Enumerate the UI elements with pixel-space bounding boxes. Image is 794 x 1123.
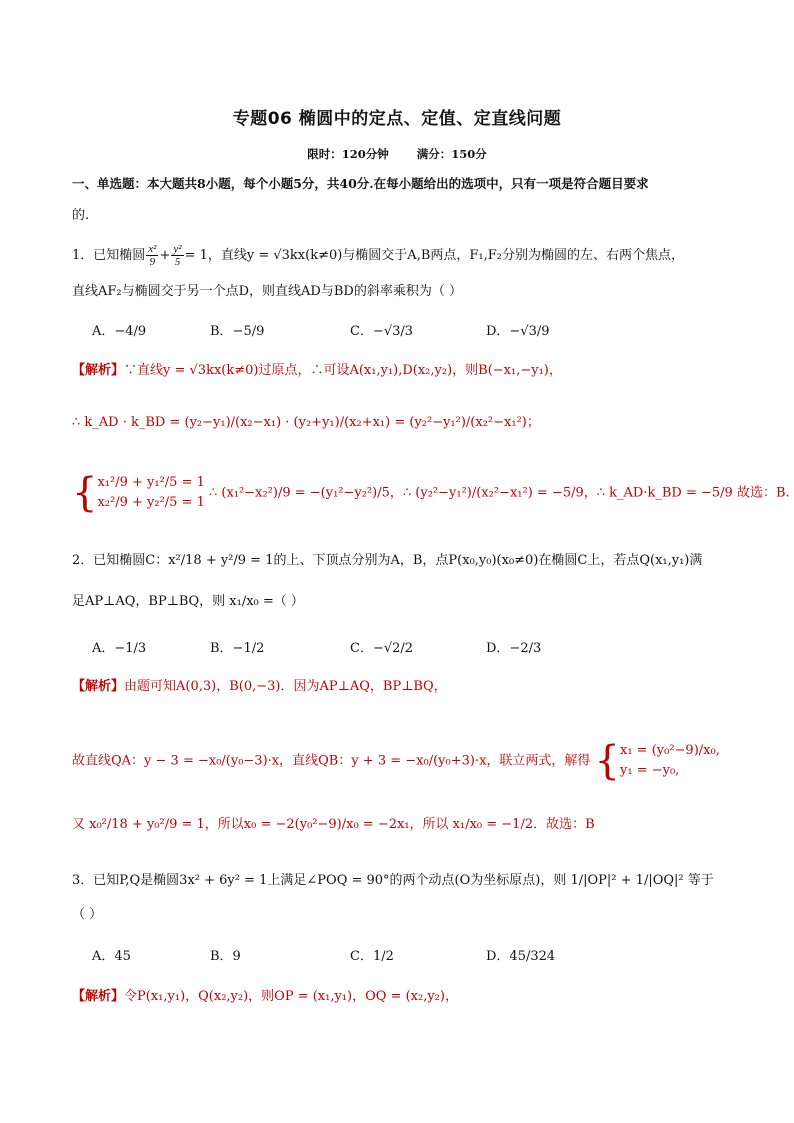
q2-solution-text1: 由题可知A(0,3)，B(0,−3)．因为AP⊥AQ，BP⊥BQ， [124, 679, 447, 694]
q3-option-d[interactable]: D．45/324 [486, 949, 556, 964]
q2-solution-line1 [72, 678, 447, 696]
q2-solution-line2 [72, 740, 720, 782]
q3-stem-line2: （ ） [72, 907, 103, 922]
q3-solution-line1 [72, 988, 458, 1006]
q1-stem-prefix: 1．已知椭圆 [72, 248, 146, 263]
q1-solution-text1: ∵直线y = √3kx(k≠0)过原点，∴可设A(x₁,y₁),D(x₂,y₂)，则B(−x₁,−y₁)， [124, 363, 562, 378]
q1-stem-line1: 1．已知椭圆 $\frac{\text{x²}}{9}$ + $\frac{\text{y²}}{5}$ = 1，直线y = √3kx(k≠0)与椭圆交于A,B两点，F₁,F₂分别为椭圆的左、右两个焦点， [72, 243, 684, 268]
q2-option-a[interactable]: A．−1/3 [92, 641, 147, 656]
q1-stem-line2: 直线AF₂与椭圆交于另一个点D，则直线AD与BD的斜率乘积为（ ） [72, 284, 462, 299]
page-title: 专题06 椭圆中的定点、定值、定直线问题 [232, 109, 562, 129]
q2-option-c[interactable]: C．−√2/2 [350, 641, 414, 656]
time-limit: 限时：120分钟 [307, 147, 389, 161]
full-score: 满分：150分 [416, 147, 487, 161]
q3-option-b[interactable]: B．9 [210, 949, 241, 964]
section-heading-line2: 的. [72, 208, 90, 223]
q1-answer: 故选：B. [736, 485, 790, 501]
exam-info [0, 146, 794, 162]
q1-solution-line3 [72, 472, 790, 514]
q1-option-c[interactable]: C．−√3/3 [350, 324, 414, 339]
q2-option-d[interactable]: D．−2/3 [486, 641, 542, 656]
q3-option-c[interactable]: C．1/2 [350, 949, 394, 964]
q1-system: { x₁²/9 + y₁²/5 = 1 x₂²/9 + y₂²/5 = 1 [72, 470, 205, 516]
q1-option-d[interactable]: D．−√3/9 [486, 324, 550, 339]
q1-solution-derivation: ∴ (x₁²−x₂²)/9 = −(y₁²−y₂²)/5，∴ (y₂²−y₁²)/(x₂²−x₁²) = −5/9，∴ k_AD·k_BD = −5/9 [209, 485, 733, 501]
section-heading-line1: 一、单选题：本大题共8小题，每个小题5分，共40分.在每小题给出的选项中，只有一项是符合题目要求 [72, 176, 649, 191]
q1-stem-rest: ，直线y = √3kx(k≠0)与椭圆交于A,B两点，F₁,F₂分别为椭圆的左、右两个焦点， [207, 248, 684, 263]
q2-stem-line2: 足AP⊥AQ，BP⊥BQ，则 x₁/x₀ =（ ） [72, 594, 304, 609]
q1-option-a[interactable]: A．−4/9 [92, 324, 147, 339]
q3-stem-line1: 3．已知P,Q是椭圆3x² + 6y² = 1上满足∠POQ = 90°的两个动点(O为坐标原点)，则 1/|OP|² + 1/|OQ|² 等于 [72, 873, 714, 888]
q1-solution-line2: ∴ k_AD · k_BD = (y₂−y₁)/(x₂−x₁) · (y₂+y₁)/(x₂+x₁) = (y₂²−y₁²)/(x₂²−x₁²)； [72, 415, 540, 430]
q1-option-b[interactable]: B．−5/9 [210, 324, 265, 339]
q2-stem-line1: 2．已知椭圆C：x²/18 + y²/9 = 1的上、下顶点分别为A，B，点P(x₀,y₀)(x₀≠0)在椭圆C上，若点Q(x₁,y₁)满 [72, 553, 703, 568]
solution-tag: 【解析】 [72, 679, 125, 694]
q3-solution-text1: 令P(x₁,y₁)，Q(x₂,y₂)，则OP = (x₁,y₁)，OQ = (x₂,y₂)， [124, 989, 458, 1004]
solution-tag: 【解析】 [72, 989, 125, 1004]
q1-solution-line1 [72, 362, 562, 380]
q2-system-eq1: x₁ = (y₀²−9)/x₀, [620, 743, 720, 758]
q2-option-b[interactable]: B．−1/2 [210, 641, 265, 656]
q2-solution-line3: 又 x₀²/18 + y₀²/9 = 1，所以x₀ = −2(y₀²−9)/x₀ = −2x₁，所以 x₁/x₀ = −1/2．故选：B [72, 817, 595, 832]
q3-option-a[interactable]: A．45 [92, 949, 131, 964]
q2-solution-text2: 故直线QA：y − 3 = −x₀/(y₀−3)·x，直线QB：y + 3 = −x₀/(y₀+3)·x，联立两式，解得 [72, 753, 591, 769]
q2-system: { x₁ = (y₀²−9)/x₀, y₁ = −y₀, [594, 738, 720, 784]
solution-tag: 【解析】 [72, 363, 125, 378]
q2-system-eq2: y₁ = −y₀, [620, 763, 680, 778]
